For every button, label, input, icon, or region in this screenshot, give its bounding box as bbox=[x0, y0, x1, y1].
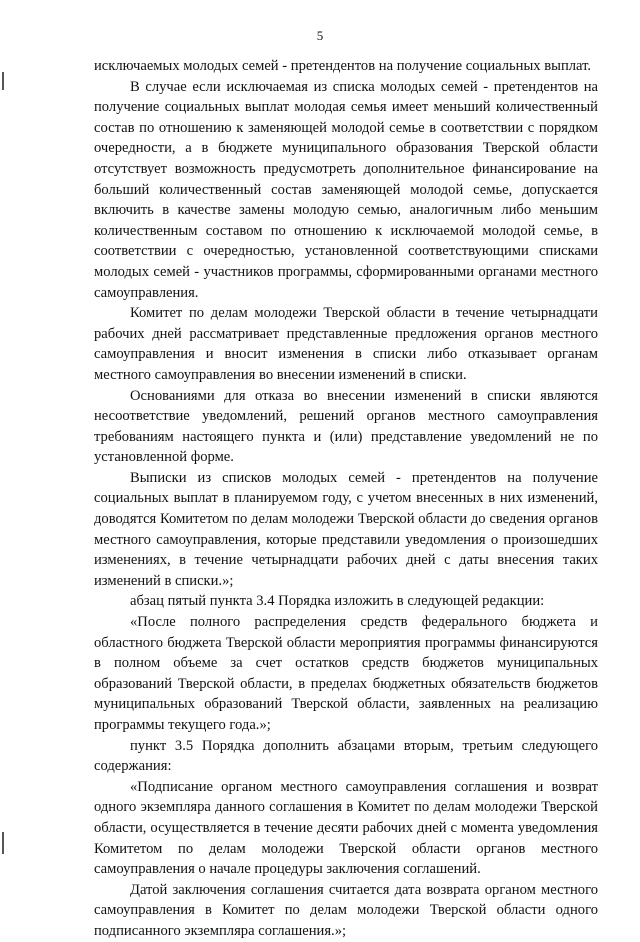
document-body bbox=[94, 56, 598, 942]
paragraph-amendment-3-4: абзац пятый пункта 3.4 Порядка изложить в следующей редакции: bbox=[130, 593, 545, 610]
paragraph-quote-signing: «Подписание органом местного самоуправления соглашения и возврат одного экземпляра данного соглашения в Комитет по делам молодежи Тверской области, осуществляется в течение десяти рабочих дней с момента уведомления Комитетом по делам молодежи Тверской области органов местного самоуправления о начале процедуры заключения соглашений. bbox=[94, 778, 598, 878]
paragraph-quote-financing: «После полного распределения средств федерального бюджета и областного бюджета Тверской области мероприятия программы финансируются в полном объеме за счет остатков средств бюджетов муниципальных образований Тверской области, в пределах бюджетных обязательств бюджетов муниципальных образований Тверской области, заявленных на реализацию программы текущего года.»; bbox=[94, 614, 598, 733]
paragraph-replacement-family: В случае если исключаемая из списка молодых семей - претендентов на получение социальных выплат молодая семья имеет меньший количественный состав по отношению к заменяющей молодой семье в соответствии с порядком очередности, а в бюджете муниципального образования Тверской области отсутствует возможность предусмотреть дополнительное финансирование на больший количественный состав заменяющей молодой семье, допускается включить в качестве замены молодую семью, аналогичным либо меньшим количественным составом по отношению к исключаемой молодой семье, в соответствии с очередностью, установленной соответствующими списками молодых семей - участников программы, сформированными органами местного самоуправления. bbox=[94, 78, 598, 301]
paragraph-continuation: исключаемых молодых семей - претендентов на получение социальных выплат. bbox=[94, 58, 592, 74]
scan-edge-mark-bottom bbox=[2, 832, 4, 854]
paragraph-committee-review: Комитет по делам молодежи Тверской области в течение четырнадцати рабочих дней рассматривает представленные предложения органов местного самоуправления и вносит изменения в списки либо отказывает органам местного самоуправления во внесении изменений в списки. bbox=[94, 305, 598, 383]
scan-edge-mark-top bbox=[2, 72, 4, 90]
paragraph-amendment-3-5: пункт 3.5 Порядка дополнить абзацами вторым, третьим следующего содержания: bbox=[94, 737, 598, 775]
paragraph-list-extracts: Выписки из списков молодых семей - претендентов на получение социальных выплат в планируемом году, с учетом внесенных в них изменений, доводятся Комитетом по делам молодежи Тверской области до сведения органов местного самоуправления, которые представили уведомления о произошедших изменениях, в течение четырнадцати рабочих дней с даты внесения таких изменений в списки.»; bbox=[94, 469, 598, 589]
paragraph-conclusion-date: Датой заключения соглашения считается дата возврата органом местного самоуправления в Комитет по делам молодежи Тверской области одного подписанного экземпляра соглашения.»; bbox=[94, 881, 598, 939]
page-number: 5 bbox=[316, 28, 324, 43]
paragraph-refusal-grounds: Основаниями для отказа во внесении изменений в списки являются несоответствие уведомлений, решений органов местного самоуправления требованиям настоящего пункта и (или) представление уведомлений не по установленной форме. bbox=[94, 387, 598, 466]
